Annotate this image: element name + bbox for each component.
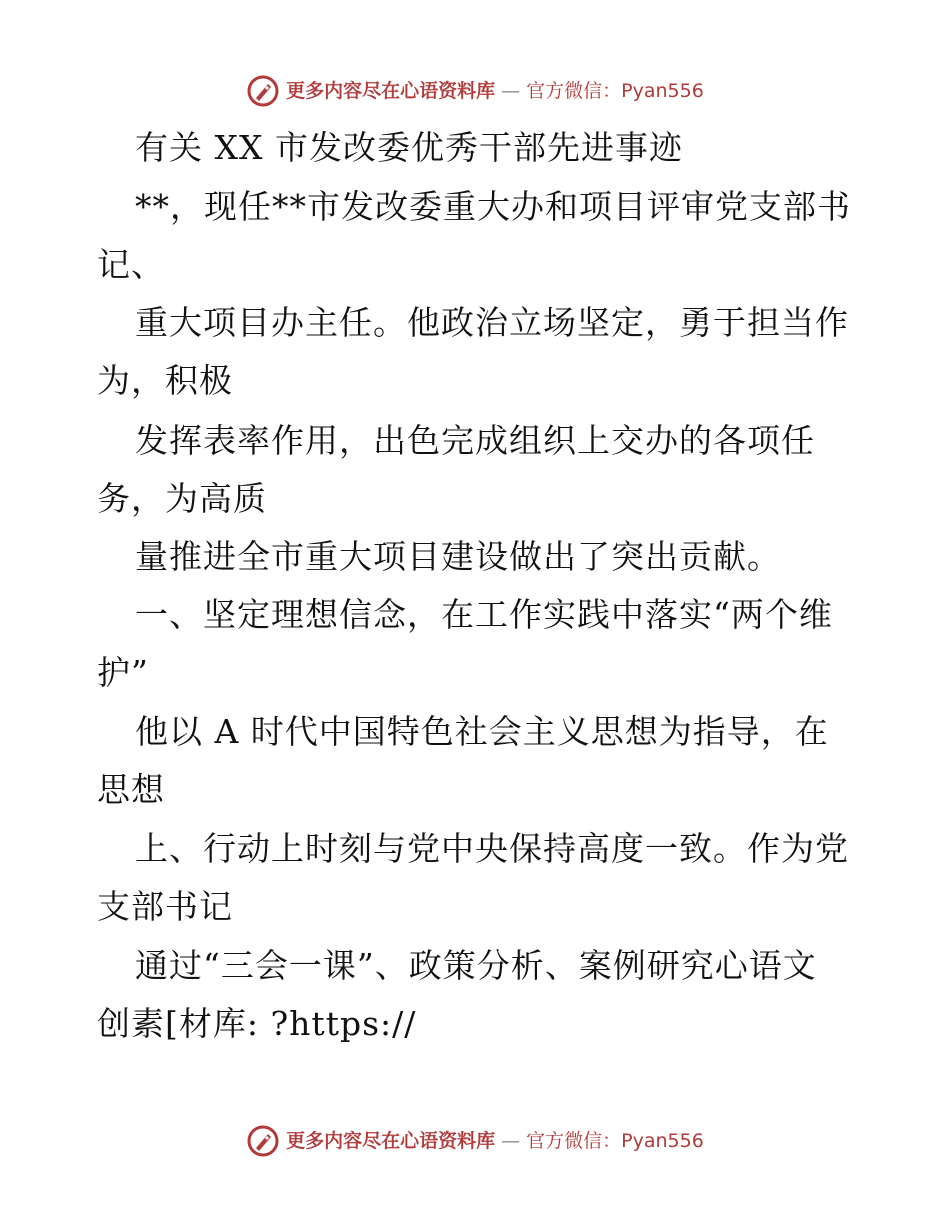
pen-nib-logo-icon xyxy=(246,1124,280,1158)
paragraph-line: 思想 xyxy=(97,770,165,809)
paragraph-line: 量推进全市重大项目建设做出了突出贡献。 xyxy=(135,537,781,576)
paragraph-line: **，现任**市发改委重大办和项目评审党支部书 xyxy=(135,187,851,226)
paragraph-line: 上、行动上时刻与党中央保持高度一致。作为党 xyxy=(135,829,849,868)
watermark-sub-text: 官方微信：Pyan556 xyxy=(526,80,704,102)
paragraph-line: 通过“三会一课”、政策分析、案例研究心语文 xyxy=(135,946,817,985)
section-heading: 一、坚定理想信念，在工作实践中落实“两个维 xyxy=(135,595,833,634)
watermark-main-text: 更多内容尽在心语资料库 xyxy=(286,1130,496,1152)
paragraph-line: 重大项目办主任。他政治立场坚定，勇于担当作 xyxy=(135,303,849,342)
paragraph-line: 为，积极 xyxy=(97,361,233,400)
watermark-sub-text: 官方微信：Pyan556 xyxy=(526,1130,704,1152)
watermark-footer xyxy=(0,1124,950,1158)
paragraph-line: 务，为高质 xyxy=(97,479,267,518)
paragraph-line: 他以 A 时代中国特色社会主义思想为指导，在 xyxy=(135,712,829,751)
paragraph-line: 创素[材库: ?https:// xyxy=(97,1004,417,1043)
paragraph-line: 记、 xyxy=(97,245,165,284)
watermark-header xyxy=(0,74,950,108)
document-title: 有关 XX 市发改委优秀干部先进事迹 xyxy=(135,128,683,167)
paragraph-line: 发挥表率作用，出色完成组织上交办的各项任 xyxy=(135,421,815,460)
pen-nib-logo-icon xyxy=(246,74,280,108)
section-heading-continued: 护” xyxy=(97,653,149,692)
paragraph-line: 支部书记 xyxy=(97,887,233,926)
watermark-main-text: 更多内容尽在心语资料库 xyxy=(286,80,496,102)
watermark-separator: — xyxy=(501,1130,521,1152)
watermark-separator: — xyxy=(501,80,521,102)
